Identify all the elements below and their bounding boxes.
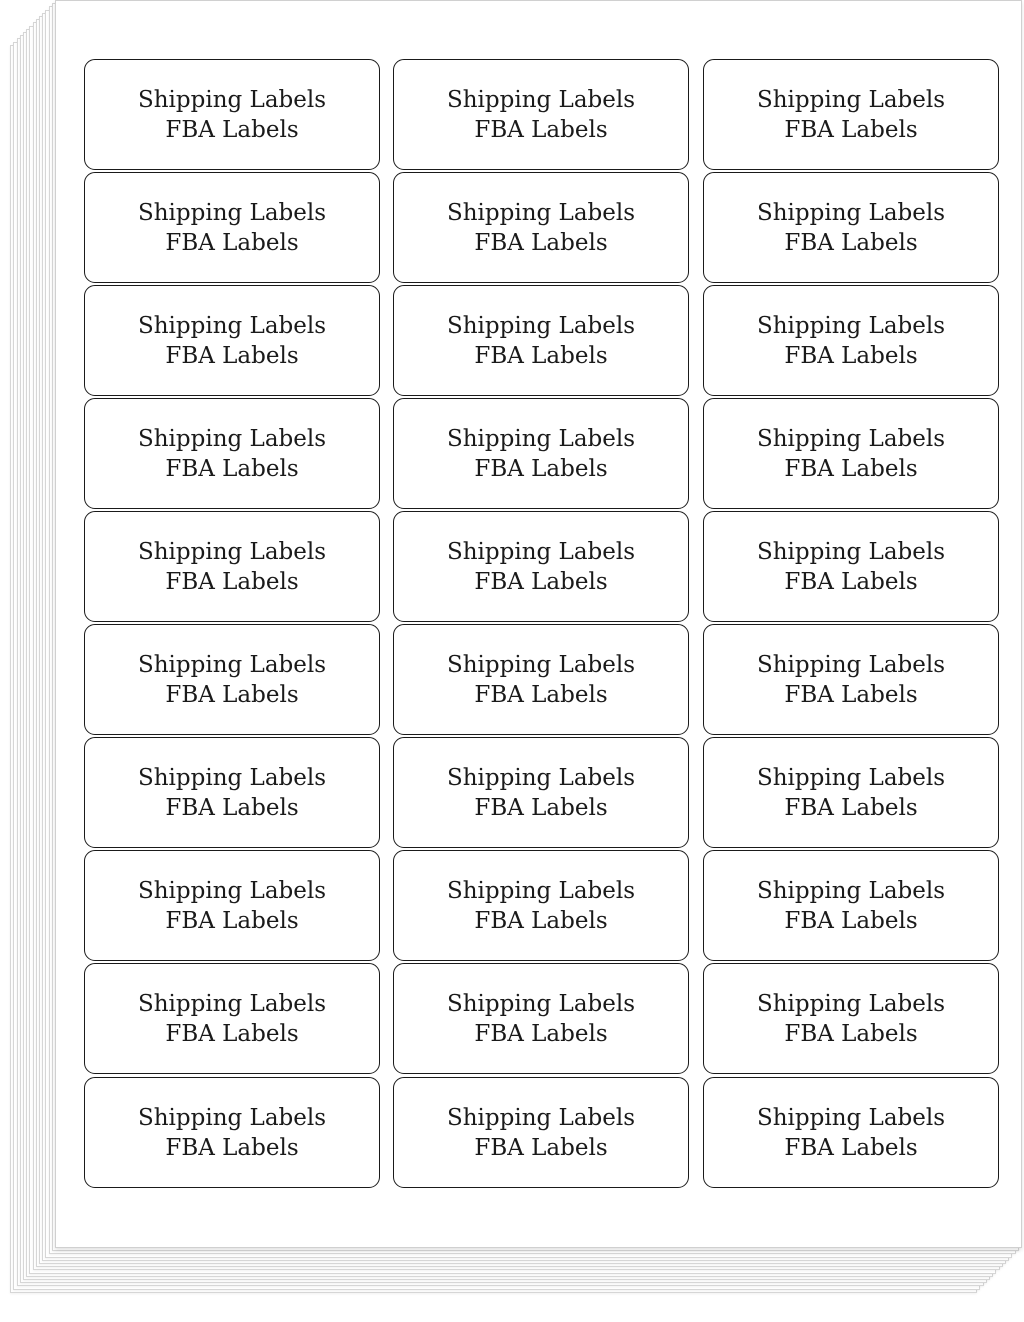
shipping-label	[703, 624, 999, 735]
label-line-2: FBA Labels	[784, 116, 918, 143]
label-line-2: FBA Labels	[474, 229, 608, 256]
label-line-2: FBA Labels	[474, 116, 608, 143]
shipping-label	[393, 850, 689, 961]
shipping-label	[703, 59, 999, 170]
label-line-1: Shipping Labels	[446, 764, 636, 791]
label-line-1: Shipping Labels	[756, 425, 946, 452]
label-line-2: FBA Labels	[474, 1134, 608, 1161]
shipping-label	[393, 1077, 689, 1188]
shipping-label	[703, 398, 999, 509]
shipping-label	[703, 1077, 999, 1188]
label-line-2: FBA Labels	[784, 681, 918, 708]
shipping-label	[393, 59, 689, 170]
label-line-2: FBA Labels	[165, 455, 299, 482]
shipping-label	[84, 511, 380, 622]
shipping-label	[84, 850, 380, 961]
shipping-label	[393, 963, 689, 1074]
label-line-1: Shipping Labels	[137, 312, 327, 339]
label-line-1: Shipping Labels	[446, 651, 636, 678]
label-line-1: Shipping Labels	[137, 425, 327, 452]
label-line-1: Shipping Labels	[137, 86, 327, 113]
label-line-1: Shipping Labels	[446, 538, 636, 565]
label-line-1: Shipping Labels	[446, 312, 636, 339]
label-line-2: FBA Labels	[474, 681, 608, 708]
label-line-2: FBA Labels	[165, 229, 299, 256]
label-line-1: Shipping Labels	[137, 990, 327, 1017]
label-line-1: Shipping Labels	[137, 877, 327, 904]
label-line-1: Shipping Labels	[446, 199, 636, 226]
label-line-1: Shipping Labels	[756, 312, 946, 339]
label-line-2: FBA Labels	[784, 1020, 918, 1047]
label-line-1: Shipping Labels	[756, 538, 946, 565]
label-line-2: FBA Labels	[474, 794, 608, 821]
label-line-2: FBA Labels	[474, 455, 608, 482]
label-line-2: FBA Labels	[165, 681, 299, 708]
label-line-1: Shipping Labels	[137, 1104, 327, 1131]
label-line-2: FBA Labels	[165, 1134, 299, 1161]
label-line-1: Shipping Labels	[137, 764, 327, 791]
label-line-2: FBA Labels	[474, 342, 608, 369]
shipping-label	[84, 963, 380, 1074]
label-line-1: Shipping Labels	[137, 199, 327, 226]
shipping-label	[703, 285, 999, 396]
shipping-label	[393, 511, 689, 622]
shipping-label	[84, 398, 380, 509]
shipping-label	[84, 172, 380, 283]
label-line-2: FBA Labels	[784, 794, 918, 821]
label-line-1: Shipping Labels	[446, 877, 636, 904]
label-line-1: Shipping Labels	[756, 86, 946, 113]
shipping-label	[393, 624, 689, 735]
label-line-1: Shipping Labels	[756, 877, 946, 904]
shipping-label	[703, 850, 999, 961]
shipping-label	[703, 737, 999, 848]
label-line-2: FBA Labels	[165, 794, 299, 821]
label-line-2: FBA Labels	[784, 568, 918, 595]
label-line-2: FBA Labels	[165, 1020, 299, 1047]
shipping-label	[393, 737, 689, 848]
shipping-label	[393, 172, 689, 283]
shipping-label	[84, 285, 380, 396]
label-line-1: Shipping Labels	[756, 199, 946, 226]
label-line-1: Shipping Labels	[446, 1104, 636, 1131]
label-line-2: FBA Labels	[784, 342, 918, 369]
label-line-2: FBA Labels	[784, 229, 918, 256]
label-line-2: FBA Labels	[784, 455, 918, 482]
label-line-1: Shipping Labels	[756, 764, 946, 791]
shipping-label	[703, 511, 999, 622]
label-line-2: FBA Labels	[784, 907, 918, 934]
label-sheet	[55, 0, 1022, 1248]
label-line-1: Shipping Labels	[446, 425, 636, 452]
label-line-1: Shipping Labels	[756, 990, 946, 1017]
label-line-2: FBA Labels	[165, 568, 299, 595]
shipping-label	[84, 59, 380, 170]
label-line-2: FBA Labels	[165, 907, 299, 934]
label-line-1: Shipping Labels	[137, 651, 327, 678]
label-line-2: FBA Labels	[474, 907, 608, 934]
shipping-label	[393, 285, 689, 396]
shipping-label	[703, 172, 999, 283]
label-line-2: FBA Labels	[784, 1134, 918, 1161]
label-line-1: Shipping Labels	[756, 1104, 946, 1131]
shipping-label	[84, 1077, 380, 1188]
label-line-1: Shipping Labels	[756, 651, 946, 678]
label-line-1: Shipping Labels	[446, 86, 636, 113]
label-line-2: FBA Labels	[165, 116, 299, 143]
shipping-label	[84, 737, 380, 848]
label-line-1: Shipping Labels	[446, 990, 636, 1017]
label-line-2: FBA Labels	[165, 342, 299, 369]
label-line-2: FBA Labels	[474, 568, 608, 595]
shipping-label	[84, 624, 380, 735]
shipping-label	[393, 398, 689, 509]
shipping-label	[703, 963, 999, 1074]
label-line-2: FBA Labels	[474, 1020, 608, 1047]
label-line-1: Shipping Labels	[137, 538, 327, 565]
